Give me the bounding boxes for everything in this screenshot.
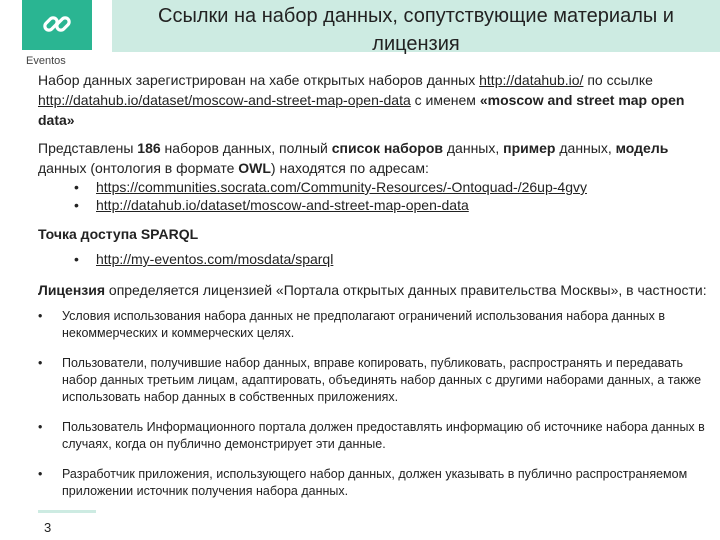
text: данных, [555, 140, 616, 156]
datahub-dataset-link[interactable]: http://datahub.io/dataset/moscow-and-street-map-open-data [96, 197, 469, 213]
sparql-title: Точка доступа SPARQL [38, 226, 199, 242]
page-number: 3 [44, 520, 52, 535]
title-line-1: Ссылки на набор данных, сопутствующие материалы и [158, 5, 674, 27]
socrata-link[interactable]: https://communities.socrata.com/Community-Resources/-Ontoquad-/26up-4gvy [96, 179, 587, 195]
text: данных (онтология в формате [38, 160, 239, 176]
text: наборов данных, полный [160, 140, 332, 156]
footer-accent-line [38, 510, 96, 513]
license-paragraph [38, 280, 710, 300]
license-label: Лицензия [38, 282, 106, 298]
license-terms [38, 308, 710, 500]
content [38, 70, 710, 513]
list-item: • Пользователи, получившие набор данных, вправе копировать, публиковать, распространять и передавать набор данных третьим лицам, адаптировать, объединять набор данных с другими наборами данных, а также использовать набор данных в собственных приложениях. [38, 355, 710, 406]
dataset-name: «moscow and street map open data» [38, 92, 685, 128]
list-item [38, 250, 710, 268]
text: Представлены [38, 140, 138, 156]
datasets-paragraph [38, 138, 710, 178]
sparql-heading [38, 224, 710, 244]
resource-links [38, 178, 710, 214]
text: данных, [443, 140, 504, 156]
bold-text: список наборов [331, 140, 443, 156]
sparql-link[interactable]: http://my-eventos.com/mosdata/sparql [96, 251, 334, 267]
page-title [112, 2, 720, 58]
datasets-count: 186 [137, 140, 161, 156]
logo-box [22, 0, 92, 50]
sparql-links [38, 250, 710, 268]
bold-text: OWL [238, 160, 271, 176]
text: определяется лицензией «Портала открытых данных правительства Москвы», в частности: [105, 282, 707, 298]
text: Набор данных зарегистрирован на хабе открытых наборов данных [38, 72, 480, 88]
list-item [38, 178, 710, 196]
datahub-link[interactable]: http://datahub.io/ [479, 72, 584, 88]
dataset-link[interactable]: http://datahub.io/dataset/moscow-and-street-map-open-data [38, 92, 411, 108]
text: с именем [410, 92, 480, 108]
link-icon [41, 8, 73, 40]
bold-text: пример [503, 140, 556, 156]
text: по ссылке [583, 72, 653, 88]
logo-text: Eventos [26, 55, 66, 67]
list-item: • Пользователь Информационного портала должен предоставлять информацию об источнике набора данных в случаях, когда он публично демонстрирует эти данные. [38, 419, 710, 453]
list-item [38, 196, 710, 214]
list-item: • Разработчик приложения, использующего набор данных, должен указывать в публично распространяемом приложении источник получения набора данных. [38, 466, 710, 500]
bold-text: модель [615, 140, 669, 156]
title-line-2: лицензия [372, 33, 460, 55]
text: ) находятся по адресам: [270, 160, 429, 176]
list-item: • Условия использования набора данных не предполагают ограничений использования набора данных в некоммерческих и коммерческих целях. [38, 308, 710, 342]
datahub-paragraph [38, 70, 710, 130]
